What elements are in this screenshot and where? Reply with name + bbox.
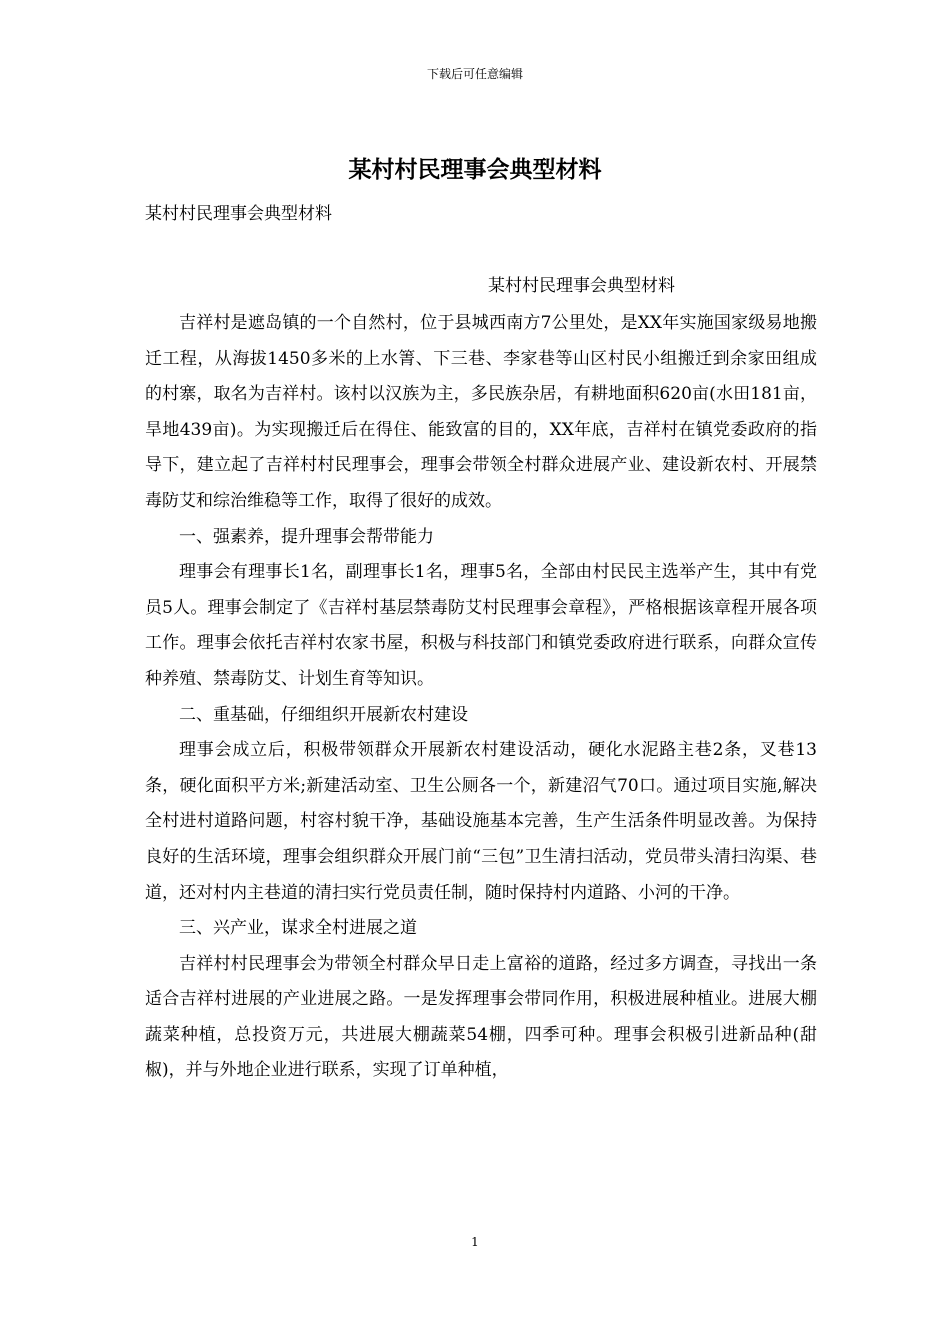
paragraph-section-2: 理事会成立后，积极带领群众开展新农村建设活动，硬化水泥路主巷2条，叉巷13条，硬化面积平方米;新建活动室、卫生公厕各一个，新建沼气70口。通过项目实施,解决全村进村道路问题，村容村貌干净，基础设施基本完善，生产生活条件明显改善。为保持良好的生活环境，理事会组织群众开展门前“三包”卫生清扫活动，党员带头清扫沟渠、巷道，还对村内主巷道的清扫实行党员责任制，随时保持村内道路、小河的干净。 (145, 740, 817, 903)
document-title: 某村村民理事会典型材料 (348, 156, 602, 183)
section-heading-1: 一、强素养，提升理事会帮带能力 (179, 526, 434, 547)
document-subtitle: 某村村民理事会典型材料 (145, 204, 332, 224)
header-note: 下载后可任意编辑 (426, 67, 523, 81)
paragraph-section-3: 吉祥村村民理事会为带领全村群众早日走上富裕的道路，经过多方调查，寻找出一条适合吉祥村进展的产业进展之路。一是发挥理事会带同作用，积极进展种植业。进展大棚蔬菜种植，总投资万元，共进展大棚蔬菜54棚，四季可种。理事会积极引进新品种(甜椒)，并与外地企业进行联系，实现了订单种植， (145, 953, 817, 1081)
page-number: 1 (471, 1235, 479, 1249)
paragraph-section-1: 理事会有理事长1名，副理事长1名，理事5名，全部由村民民主选举产生，其中有党员5人。理事会制定了《吉祥村基层禁毒防艾村民理事会章程》，严格根据该章程开展各项工作。理事会依托吉祥村农家书屋，积极与科技部门和镇党委政府进行联系，向群众宣传种养殖、禁毒防艾、计划生育等知识。 (145, 562, 817, 689)
document-body (145, 306, 817, 1089)
section-heading-3: 三、兴产业，谋求全村进展之道 (179, 918, 417, 939)
document-center-title: 某村村民理事会典型材料 (488, 276, 675, 296)
paragraph-intro: 吉祥村是遮岛镇的一个自然村，位于县城西南方7公里处，是XX年实施国家级易地搬迁工程，从海拔1450多米的上水箐、下三巷、李家巷等山区村民小组搬迁到余家田组成的村寨，取名为吉祥村。该村以汉族为主，多民族杂居，有耕地面积620亩(水田181亩，旱地439亩)。为实现搬迁后在得住、能致富的目的，XX年底，吉祥村在镇党委政府的指导下，建立起了吉祥村村民理事会，理事会带领全村群众进展产业、建设新农村、开展禁毒防艾和综治维稳等工作，取得了很好的成效。 (145, 313, 817, 511)
section-heading-2: 二、重基础，仔细组织开展新农村建设 (179, 704, 468, 725)
